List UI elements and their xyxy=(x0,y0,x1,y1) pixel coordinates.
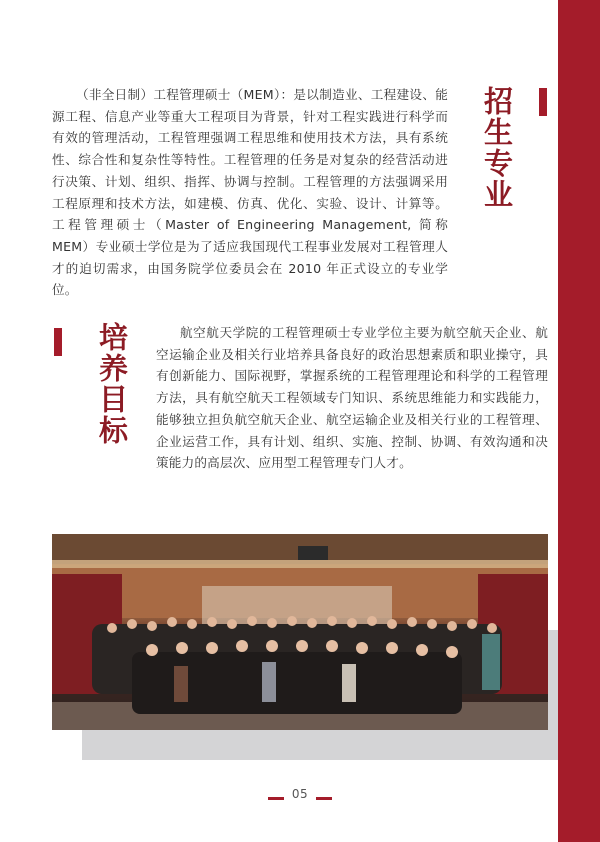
group-photo xyxy=(52,534,548,730)
heading-marker-2 xyxy=(54,328,62,356)
enrollment-major-paragraph: （非全日制）工程管理硕士（MEM）：是以制造业、工程建设、能源工程、信息产业等重大工程项目为背景，针对工程实践进行科学而有效的管理活动，工程管理强调工程思维和使用技术方法，具有系统性、综合性和复杂性等特性。工程管理的任务是对复杂的经营活动进行决策、计划、组织、指挥、协调与控制。工程管理的方法强调采用工程原理和技术方法，如建模、仿真、优化、实验、设计、计算等。工程管理硕士（Master of Engineering Management, 简称 MEM）专业硕士学位是为了适应我国现代工程事业发展对工程管理人才的迫切需求，由国务院学位委员会在 2010 年正式设立的专业学位。 xyxy=(52,87,448,298)
enrollment-major-heading: 招生专业 xyxy=(480,86,514,210)
footer-line-left xyxy=(268,797,284,800)
page-number: 05 xyxy=(291,787,309,801)
training-goal-paragraph: 航空航天学院的工程管理硕士专业学位主要为航空航天企业、航空运输企业及相关行业培养具备良好的政治思想素质和职业操守，具有创新能力、国际视野，掌握系统的工程管理理论和科学的工程管理方法，具有航空航天工程领域专门知识、系统思维能力和实践能力，能够独立担负航空航天企业、航空运输企业及相关行业的工程管理、企业运营工作，具有计划、组织、实施、控制、协调、有效沟通和决策能力的高层次、应用型工程管理专门人才。 xyxy=(156,325,548,471)
heading-marker-1 xyxy=(539,88,547,116)
training-goal-heading: 培养目标 xyxy=(95,322,129,446)
footer-line-right xyxy=(316,797,332,800)
right-accent-band xyxy=(558,0,600,842)
